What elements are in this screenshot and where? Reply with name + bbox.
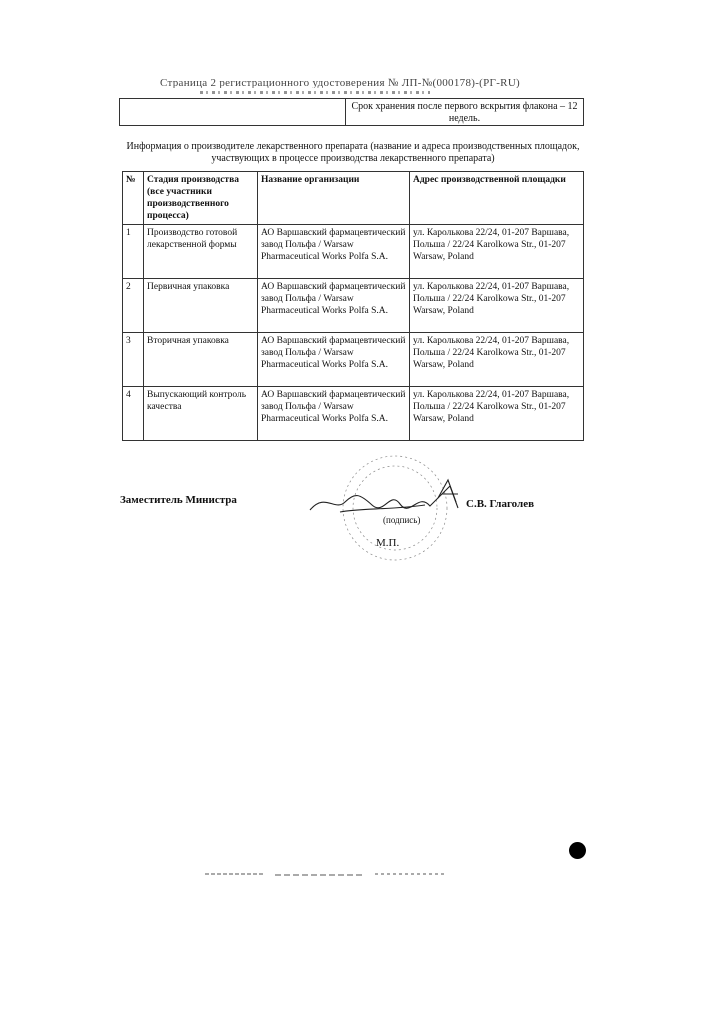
header-scan-artifact <box>200 91 430 94</box>
table-row <box>123 279 584 333</box>
signature-caption: (подпись) <box>383 515 421 525</box>
row-address: ул. Карольковa 22/24, 01-207 Варшава, Польша / 22/24 Karolkowa Str., 01-207 Warsaw, Poland <box>410 333 584 387</box>
row-org: АО Варшавский фармацевтический завод Польфа / Warsaw Pharmaceutical Works Polfa S.A. <box>258 225 410 279</box>
table-row <box>123 333 584 387</box>
row-org: АО Варшавский фармацевтический завод Польфа / Warsaw Pharmaceutical Works Polfa S.A. <box>258 279 410 333</box>
header-org: Название организации <box>258 172 410 225</box>
manufacturer-info-heading: Информация о производителе лекарственного препарата (название и адреса производственных площадок, участвующих в процессе производства лекарственного препарата) <box>126 141 580 164</box>
row-org: АО Варшавский фармацевтический завод Польфа / Warsaw Pharmaceutical Works Polfa S.A. <box>258 387 410 441</box>
row-address: ул. Карольковa 22/24, 01-207 Варшава, Польша / 22/24 Karolkowa Str., 01-207 Warsaw, Poland <box>410 225 584 279</box>
header-stage: Стадия производства (все участники производственного процесса) <box>144 172 258 225</box>
seal-label: М.П. <box>376 537 400 549</box>
storage-period-cell: Срок хранения после первого вскрытия флакона – 12 недель. <box>351 101 578 124</box>
header-address: Адрес производственной площадки <box>410 172 584 225</box>
row-address: ул. Карольковa 22/24, 01-207 Варшава, Польша / 22/24 Karolkowa Str., 01-207 Warsaw, Poland <box>410 387 584 441</box>
storage-table <box>119 98 584 126</box>
storage-empty-cell <box>120 99 346 125</box>
signer-name: С.В. Глаголев <box>466 498 535 510</box>
signer-title: Заместитель Министра <box>120 494 237 506</box>
table-row <box>123 225 584 279</box>
punch-hole <box>569 842 586 859</box>
table-row <box>123 387 584 441</box>
footer-scan-artifact <box>205 870 445 882</box>
row-num: 2 <box>123 279 144 333</box>
row-address: ул. Карольковa 22/24, 01-207 Варшава, Польша / 22/24 Karolkowa Str., 01-207 Warsaw, Poland <box>410 279 584 333</box>
row-num: 1 <box>123 225 144 279</box>
manufacturer-table <box>122 171 584 441</box>
row-org: АО Варшавский фармацевтический завод Польфа / Warsaw Pharmaceutical Works Polfa S.A. <box>258 333 410 387</box>
table-header-row <box>123 172 584 225</box>
header-num: № <box>123 172 144 225</box>
row-stage: Выпускающий контроль качества <box>144 387 258 441</box>
row-num: 4 <box>123 387 144 441</box>
row-stage: Вторичная упаковка <box>144 333 258 387</box>
row-stage: Первичная упаковка <box>144 279 258 333</box>
row-stage: Производство готовой лекарственной формы <box>144 225 258 279</box>
row-num: 3 <box>123 333 144 387</box>
page-header: Страница 2 регистрационного удостоверения № ЛП-№(000178)-(РГ-RU) <box>160 78 521 88</box>
